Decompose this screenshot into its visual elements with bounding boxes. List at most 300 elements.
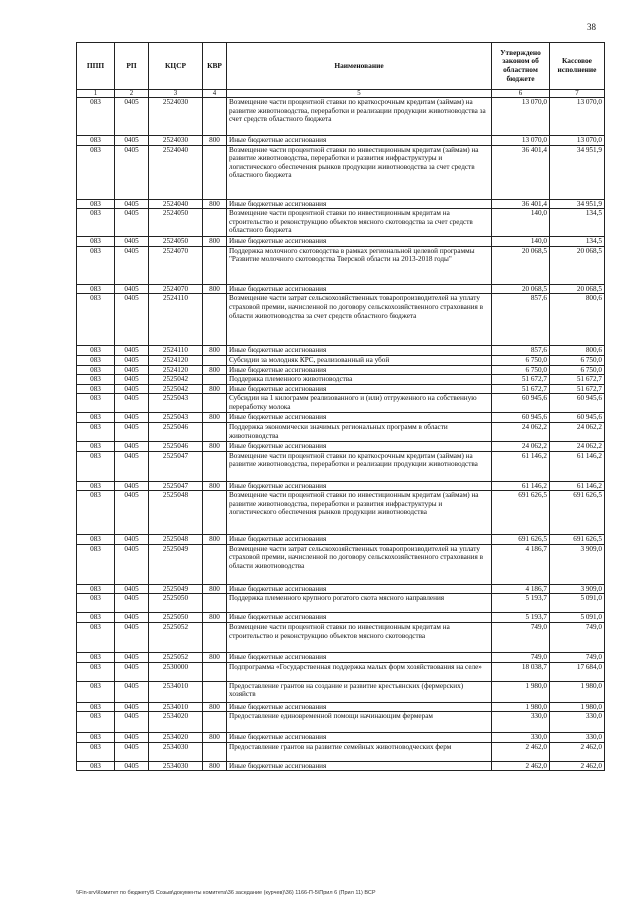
- table-row: [77, 702, 605, 712]
- cell-cash: 2 462,0: [550, 742, 605, 761]
- cell-approved: 24 062,2: [492, 441, 550, 451]
- cell-name: Иные бюджетные ассигнования: [227, 584, 492, 594]
- cell-ppp: 083: [77, 662, 115, 681]
- cell-kvr: 800: [203, 199, 227, 209]
- cell-cash: 17 684,0: [550, 662, 605, 681]
- cell-cash: 13 070,0: [550, 98, 605, 136]
- table-row: [77, 662, 605, 681]
- cell-approved: 691 626,5: [492, 491, 550, 535]
- table-row: [77, 535, 605, 545]
- cell-name: Возмещение части процентной ставки по краткосрочным кредитам (займам) на развитие животноводства, переработки и реализации продукции животноводства за счет средств областного бюджета: [227, 98, 492, 136]
- cell-cash: 34 951,9: [550, 199, 605, 209]
- cell-kcsr: 2524070: [149, 246, 203, 284]
- table-row: [77, 136, 605, 146]
- cell-kvr: 800: [203, 384, 227, 394]
- cell-kcsr: 2524040: [149, 145, 203, 199]
- table-row: [77, 742, 605, 761]
- cell-cash: 1 980,0: [550, 702, 605, 712]
- cell-kvr: 800: [203, 284, 227, 294]
- cell-name: Иные бюджетные ассигнования: [227, 199, 492, 209]
- cell-kvr: [203, 355, 227, 365]
- cell-ppp: 083: [77, 136, 115, 146]
- cell-name: Иные бюджетные ассигнования: [227, 441, 492, 451]
- table-row: [77, 246, 605, 284]
- table-row: [77, 365, 605, 375]
- cell-cash: 800,6: [550, 346, 605, 356]
- cell-kcsr: 2524040: [149, 199, 203, 209]
- cell-rp: 0405: [115, 237, 149, 247]
- cell-ppp: 083: [77, 384, 115, 394]
- cell-cash: 330,0: [550, 733, 605, 743]
- cell-kvr: [203, 145, 227, 199]
- cell-kvr: [203, 209, 227, 237]
- cell-kvr: [203, 742, 227, 761]
- cell-cash: 61 146,2: [550, 451, 605, 481]
- cell-kvr: 800: [203, 652, 227, 662]
- cell-kvr: 800: [203, 702, 227, 712]
- cell-name: Иные бюджетные ассигнования: [227, 481, 492, 491]
- page-number: 38: [587, 22, 596, 32]
- cell-cash: 24 062,2: [550, 422, 605, 441]
- cell-approved: 1 980,0: [492, 702, 550, 712]
- header-kvr: КВР: [203, 43, 227, 90]
- cell-kcsr: 2525048: [149, 491, 203, 535]
- cell-approved: 20 068,5: [492, 246, 550, 284]
- cell-kcsr: 2524050: [149, 237, 203, 247]
- cell-kcsr: 2524110: [149, 294, 203, 346]
- cell-kcsr: 2534030: [149, 742, 203, 761]
- cell-cash: 20 068,5: [550, 284, 605, 294]
- table-row: [77, 584, 605, 594]
- cell-kvr: [203, 622, 227, 652]
- table-row: [77, 761, 605, 771]
- cell-rp: 0405: [115, 594, 149, 613]
- cell-ppp: 083: [77, 145, 115, 199]
- cell-rp: 0405: [115, 451, 149, 481]
- cell-kvr: [203, 594, 227, 613]
- cell-rp: 0405: [115, 491, 149, 535]
- cell-kcsr: 2524070: [149, 284, 203, 294]
- table-row: [77, 491, 605, 535]
- cell-name: Иные бюджетные ассигнования: [227, 413, 492, 423]
- cell-name: Возмещение части процентной ставки по инвестиционным кредитам на строительство и реконструкцию объектов мясного скотоводства за счет средств областного бюджета: [227, 209, 492, 237]
- cell-kvr: [203, 98, 227, 136]
- cell-approved: 24 062,2: [492, 422, 550, 441]
- cell-name: Иные бюджетные ассигнования: [227, 346, 492, 356]
- cell-name: Иные бюджетные ассигнования: [227, 384, 492, 394]
- cell-kcsr: 2525043: [149, 413, 203, 423]
- cell-approved: 36 401,4: [492, 199, 550, 209]
- cell-cash: 13 070,0: [550, 136, 605, 146]
- table-header-row: [77, 43, 605, 90]
- table-row: [77, 209, 605, 237]
- cell-rp: 0405: [115, 662, 149, 681]
- cell-approved: 2 462,0: [492, 761, 550, 771]
- cell-kcsr: 2525047: [149, 451, 203, 481]
- cell-kcsr: 2524120: [149, 365, 203, 375]
- cell-approved: 61 146,2: [492, 451, 550, 481]
- header-cash: Кассовое исполнение: [550, 43, 605, 90]
- cell-ppp: 083: [77, 365, 115, 375]
- cell-rp: 0405: [115, 355, 149, 365]
- cell-cash: 60 945,6: [550, 394, 605, 413]
- cell-name: Поддержка племенного крупного рогатого скота мясного направления: [227, 594, 492, 613]
- cell-kcsr: 2525047: [149, 481, 203, 491]
- table-row: [77, 294, 605, 346]
- cell-name: Возмещение части процентной ставки по краткосрочным кредитам (займам) на развитие животноводства, переработки и реализации продукции животноводства: [227, 451, 492, 481]
- table-row: [77, 544, 605, 584]
- cell-approved: 857,6: [492, 346, 550, 356]
- cell-cash: 134,5: [550, 237, 605, 247]
- cell-approved: 51 672,7: [492, 375, 550, 385]
- cell-ppp: 083: [77, 246, 115, 284]
- cell-kvr: [203, 246, 227, 284]
- table-row: [77, 355, 605, 365]
- cell-rp: 0405: [115, 375, 149, 385]
- cell-kvr: 800: [203, 365, 227, 375]
- cell-rp: 0405: [115, 346, 149, 356]
- table-row: [77, 394, 605, 413]
- table-row: [77, 98, 605, 136]
- cell-name: Иные бюджетные ассигнования: [227, 136, 492, 146]
- cell-rp: 0405: [115, 145, 149, 199]
- table-row: [77, 375, 605, 385]
- cell-approved: 857,6: [492, 294, 550, 346]
- cell-ppp: 083: [77, 441, 115, 451]
- table-row: [77, 594, 605, 613]
- cell-name: Поддержка племенного животноводства: [227, 375, 492, 385]
- cell-name: Возмещение части затрат сельскохозяйственных товаропроизводителей на уплату страховой премии, начисленной по договору сельскохозяйственного страхования в области животноводства за счет средств областного бюджета: [227, 294, 492, 346]
- cell-cash: 6 750,0: [550, 355, 605, 365]
- table-row: [77, 422, 605, 441]
- cell-cash: 1 980,0: [550, 681, 605, 702]
- cell-ppp: 083: [77, 422, 115, 441]
- cell-approved: 13 070,0: [492, 136, 550, 146]
- cell-ppp: 083: [77, 413, 115, 423]
- table-row: [77, 145, 605, 199]
- cell-cash: 34 951,9: [550, 145, 605, 199]
- cell-approved: 36 401,4: [492, 145, 550, 199]
- cell-rp: 0405: [115, 481, 149, 491]
- cell-ppp: 083: [77, 294, 115, 346]
- table-row: [77, 622, 605, 652]
- cell-kcsr: 2525049: [149, 544, 203, 584]
- cell-kvr: [203, 394, 227, 413]
- cell-cash: 60 945,6: [550, 413, 605, 423]
- cell-ppp: 083: [77, 622, 115, 652]
- cell-approved: 1 980,0: [492, 681, 550, 702]
- cell-name: Иные бюджетные ассигнования: [227, 613, 492, 623]
- cell-rp: 0405: [115, 681, 149, 702]
- cell-rp: 0405: [115, 413, 149, 423]
- cell-ppp: 083: [77, 237, 115, 247]
- cell-ppp: 083: [77, 594, 115, 613]
- cell-approved: 330,0: [492, 733, 550, 743]
- table-row: [77, 613, 605, 623]
- cell-kcsr: 2534030: [149, 761, 203, 771]
- cell-rp: 0405: [115, 584, 149, 594]
- cell-kvr: 800: [203, 441, 227, 451]
- cell-name: Возмещение части процентной ставки по инвестиционным кредитам (займам) на развитие животноводства, переработки и развития инфраструктуры и логистического обеспечения рынков продукции животноводства за счет средств областного бюджета: [227, 145, 492, 199]
- cell-name: Подпрограмма «Государственная поддержка малых форм хозяйствования на селе»: [227, 662, 492, 681]
- cell-kvr: [203, 544, 227, 584]
- table-row: [77, 652, 605, 662]
- table-row: [77, 733, 605, 743]
- cell-kvr: 800: [203, 237, 227, 247]
- budget-table: [76, 42, 605, 771]
- cell-ppp: 083: [77, 451, 115, 481]
- table-row: [77, 346, 605, 356]
- cell-name: Иные бюджетные ассигнования: [227, 761, 492, 771]
- cell-rp: 0405: [115, 284, 149, 294]
- table-row: [77, 712, 605, 733]
- cell-rp: 0405: [115, 98, 149, 136]
- cell-ppp: 083: [77, 742, 115, 761]
- cell-kvr: 800: [203, 761, 227, 771]
- cell-kcsr: 2524050: [149, 209, 203, 237]
- cell-kcsr: 2524030: [149, 136, 203, 146]
- cell-rp: 0405: [115, 712, 149, 733]
- table-body: [77, 98, 605, 771]
- cell-kcsr: 2525042: [149, 384, 203, 394]
- cell-ppp: 083: [77, 199, 115, 209]
- cell-cash: 3 909,0: [550, 584, 605, 594]
- cell-cash: 134,5: [550, 209, 605, 237]
- cell-kvr: [203, 375, 227, 385]
- cell-kvr: [203, 294, 227, 346]
- cell-kcsr: 2534010: [149, 702, 203, 712]
- column-number: 2: [115, 90, 149, 98]
- cell-cash: 749,0: [550, 622, 605, 652]
- cell-cash: 749,0: [550, 652, 605, 662]
- cell-approved: 5 193,7: [492, 613, 550, 623]
- cell-ppp: 083: [77, 584, 115, 594]
- cell-rp: 0405: [115, 742, 149, 761]
- cell-rp: 0405: [115, 544, 149, 584]
- header-name: Наименование: [227, 43, 492, 90]
- cell-ppp: 083: [77, 613, 115, 623]
- column-number: 6: [492, 90, 550, 98]
- column-number: 3: [149, 90, 203, 98]
- cell-ppp: 083: [77, 209, 115, 237]
- cell-cash: 5 091,0: [550, 594, 605, 613]
- cell-ppp: 083: [77, 346, 115, 356]
- cell-approved: 13 070,0: [492, 98, 550, 136]
- cell-approved: 749,0: [492, 652, 550, 662]
- cell-name: Иные бюджетные ассигнования: [227, 652, 492, 662]
- cell-kcsr: 2534010: [149, 681, 203, 702]
- cell-kvr: [203, 712, 227, 733]
- cell-name: Возмещение части затрат сельскохозяйственных товаропроизводителей на уплату страховой премии, начисленной по договору сельскохозяйственного страхования в области животноводства: [227, 544, 492, 584]
- header-rp: РП: [115, 43, 149, 90]
- table-row: [77, 384, 605, 394]
- cell-kvr: 800: [203, 481, 227, 491]
- cell-kvr: 800: [203, 584, 227, 594]
- cell-kcsr: 2524110: [149, 346, 203, 356]
- cell-kvr: [203, 491, 227, 535]
- header-approved: Утверждено законом об областном бюджете: [492, 43, 550, 90]
- cell-cash: 20 068,5: [550, 246, 605, 284]
- cell-kcsr: 2525050: [149, 613, 203, 623]
- cell-name: Субсидии на 1 килограмм реализованного и (или) отгруженного на собственную переработку молока: [227, 394, 492, 413]
- cell-kcsr: 2534020: [149, 733, 203, 743]
- cell-kvr: [203, 681, 227, 702]
- table-row: [77, 413, 605, 423]
- cell-kcsr: 2525050: [149, 594, 203, 613]
- cell-kvr: 800: [203, 136, 227, 146]
- cell-approved: 140,0: [492, 209, 550, 237]
- cell-kcsr: 2525043: [149, 394, 203, 413]
- cell-name: Предоставление единовременной помощи начинающим фермерам: [227, 712, 492, 733]
- cell-cash: 51 672,7: [550, 375, 605, 385]
- cell-rp: 0405: [115, 622, 149, 652]
- cell-approved: 60 945,6: [492, 413, 550, 423]
- header-ppp: ППП: [77, 43, 115, 90]
- table-row: [77, 284, 605, 294]
- column-number: 1: [77, 90, 115, 98]
- cell-kvr: 800: [203, 613, 227, 623]
- cell-ppp: 083: [77, 544, 115, 584]
- cell-name: Иные бюджетные ассигнования: [227, 284, 492, 294]
- cell-rp: 0405: [115, 199, 149, 209]
- cell-approved: 20 068,5: [492, 284, 550, 294]
- cell-name: Иные бюджетные ассигнования: [227, 365, 492, 375]
- cell-ppp: 083: [77, 761, 115, 771]
- cell-kvr: [203, 662, 227, 681]
- cell-approved: 4 186,7: [492, 544, 550, 584]
- cell-kvr: 800: [203, 346, 227, 356]
- table-row: [77, 441, 605, 451]
- cell-kcsr: 2534020: [149, 712, 203, 733]
- cell-name: Иные бюджетные ассигнования: [227, 702, 492, 712]
- cell-rp: 0405: [115, 209, 149, 237]
- cell-cash: 330,0: [550, 712, 605, 733]
- cell-cash: 2 462,0: [550, 761, 605, 771]
- cell-rp: 0405: [115, 733, 149, 743]
- cell-name: Предоставление грантов на создание и развитие крестьянских (фермерских) хозяйств: [227, 681, 492, 702]
- cell-rp: 0405: [115, 136, 149, 146]
- cell-ppp: 083: [77, 733, 115, 743]
- cell-kcsr: 2525048: [149, 535, 203, 545]
- cell-rp: 0405: [115, 365, 149, 375]
- cell-rp: 0405: [115, 761, 149, 771]
- cell-approved: 4 186,7: [492, 584, 550, 594]
- cell-kvr: 800: [203, 733, 227, 743]
- cell-name: Субсидии за молодняк КРС, реализованный на убой: [227, 355, 492, 365]
- cell-cash: 691 626,5: [550, 491, 605, 535]
- cell-rp: 0405: [115, 294, 149, 346]
- cell-kcsr: 2524120: [149, 355, 203, 365]
- cell-ppp: 083: [77, 355, 115, 365]
- column-number: 4: [203, 90, 227, 98]
- table-row: [77, 199, 605, 209]
- cell-approved: 6 750,0: [492, 365, 550, 375]
- table-row: [77, 681, 605, 702]
- cell-approved: 18 038,7: [492, 662, 550, 681]
- cell-name: Возмещение части процентной ставки по инвестиционным кредитам на строительство и реконструкцию объектов мясного скотоводства: [227, 622, 492, 652]
- cell-name: Поддержка экономически значимых региональных программ в области животноводства: [227, 422, 492, 441]
- cell-rp: 0405: [115, 441, 149, 451]
- cell-cash: 61 146,2: [550, 481, 605, 491]
- cell-ppp: 083: [77, 491, 115, 535]
- cell-rp: 0405: [115, 422, 149, 441]
- cell-approved: 691 626,5: [492, 535, 550, 545]
- cell-cash: 5 091,0: [550, 613, 605, 623]
- cell-rp: 0405: [115, 535, 149, 545]
- cell-rp: 0405: [115, 246, 149, 284]
- cell-kcsr: 2525049: [149, 584, 203, 594]
- cell-name: Иные бюджетные ассигнования: [227, 733, 492, 743]
- cell-approved: 6 750,0: [492, 355, 550, 365]
- cell-cash: 51 672,7: [550, 384, 605, 394]
- cell-cash: 691 626,5: [550, 535, 605, 545]
- table-row: [77, 481, 605, 491]
- cell-approved: 140,0: [492, 237, 550, 247]
- cell-kcsr: 2525046: [149, 441, 203, 451]
- cell-ppp: 083: [77, 681, 115, 702]
- column-number: 7: [550, 90, 605, 98]
- cell-name: Предоставление грантов на развитие семейных животноводческих ферм: [227, 742, 492, 761]
- cell-kcsr: 2525046: [149, 422, 203, 441]
- column-number: 5: [227, 90, 492, 98]
- cell-cash: 3 909,0: [550, 544, 605, 584]
- cell-approved: 330,0: [492, 712, 550, 733]
- cell-rp: 0405: [115, 613, 149, 623]
- header-kcsr: КЦСР: [149, 43, 203, 90]
- cell-name: Иные бюджетные ассигнования: [227, 535, 492, 545]
- footer-path: \\Fin-srv\Комитет по бюджету\5 Созыв\документы комитета\36 заседание (курчев)\36) 1166-П-5\Прил 6 (Прил 11) ВСР: [76, 890, 376, 896]
- cell-approved: 2 462,0: [492, 742, 550, 761]
- cell-approved: 51 672,7: [492, 384, 550, 394]
- cell-ppp: 083: [77, 702, 115, 712]
- cell-name: Поддержка молочного скотоводства в рамках региональной целевой программы "Развитие молочного скотоводства Тверской области на 2013-2018 годы": [227, 246, 492, 284]
- cell-ppp: 083: [77, 481, 115, 491]
- table-row: [77, 451, 605, 481]
- cell-rp: 0405: [115, 652, 149, 662]
- column-number-row: [77, 90, 605, 98]
- cell-kvr: 800: [203, 535, 227, 545]
- cell-ppp: 083: [77, 98, 115, 136]
- cell-ppp: 083: [77, 712, 115, 733]
- table-row: [77, 237, 605, 247]
- cell-kcsr: 2525052: [149, 622, 203, 652]
- cell-approved: 60 945,6: [492, 394, 550, 413]
- cell-kcsr: 2530000: [149, 662, 203, 681]
- cell-ppp: 083: [77, 535, 115, 545]
- cell-approved: 5 193,7: [492, 594, 550, 613]
- cell-cash: 800,6: [550, 294, 605, 346]
- cell-ppp: 083: [77, 394, 115, 413]
- cell-cash: 24 062,2: [550, 441, 605, 451]
- cell-kvr: [203, 451, 227, 481]
- cell-ppp: 083: [77, 652, 115, 662]
- cell-kcsr: 2525042: [149, 375, 203, 385]
- cell-rp: 0405: [115, 384, 149, 394]
- cell-cash: 6 750,0: [550, 365, 605, 375]
- cell-name: Возмещение части процентной ставки по инвестиционным кредитам (займам) на развитие животноводства, переработки и развития инфраструктуры и логистического обеспечения рынков продукции животноводства: [227, 491, 492, 535]
- cell-rp: 0405: [115, 702, 149, 712]
- cell-kvr: [203, 422, 227, 441]
- cell-name: Иные бюджетные ассигнования: [227, 237, 492, 247]
- cell-ppp: 083: [77, 284, 115, 294]
- cell-kvr: 800: [203, 413, 227, 423]
- cell-kcsr: 2525052: [149, 652, 203, 662]
- cell-approved: 61 146,2: [492, 481, 550, 491]
- cell-kcsr: 2524030: [149, 98, 203, 136]
- cell-rp: 0405: [115, 394, 149, 413]
- cell-approved: 749,0: [492, 622, 550, 652]
- cell-ppp: 083: [77, 375, 115, 385]
